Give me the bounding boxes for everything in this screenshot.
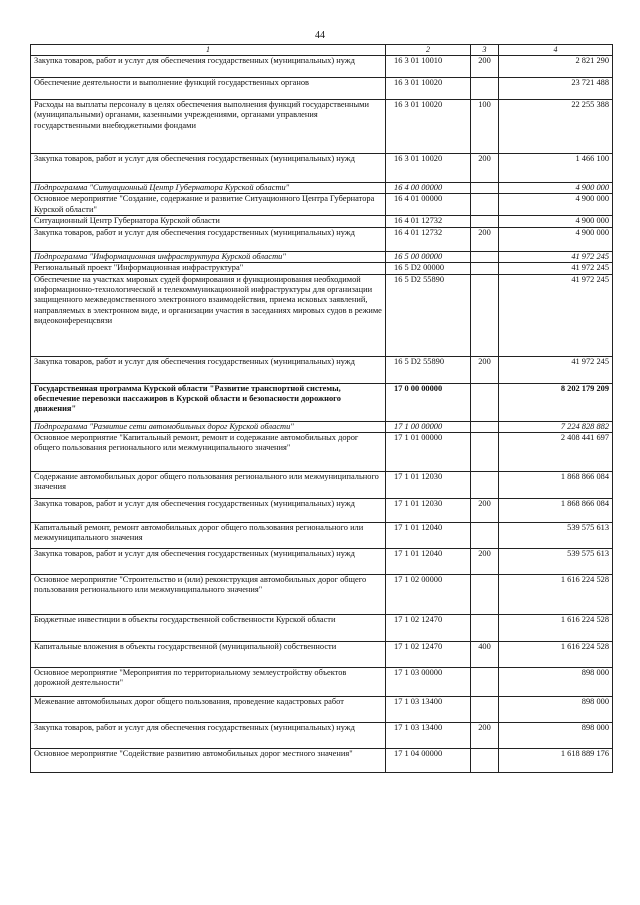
row-name-cell: Межевание автомобильных дорог общего пользования, проведение кадастровых работ xyxy=(31,697,386,723)
row-name-cell: Основное мероприятие "Создание, содержание и развитие Ситуационного Центра Губернатора Курской области" xyxy=(31,194,386,216)
row-name-cell: Основное мероприятие "Мероприятия по территориальному землеустройству объектов дорожной деятельности" xyxy=(31,668,386,697)
row-vr-cell xyxy=(471,749,499,773)
row-vr-cell xyxy=(471,421,499,432)
page-number: 44 xyxy=(315,30,325,41)
row-code-cell: 17 1 03 00000 xyxy=(386,668,471,697)
row-vr-cell: 200 xyxy=(471,549,499,575)
table-row xyxy=(31,154,613,183)
row-name-cell: Закупка товаров, работ и услуг для обеспечения государственных (муниципальных) нужд xyxy=(31,356,386,383)
row-name-cell: Бюджетные инвестиции в объекты государственной собственности Курской области xyxy=(31,615,386,642)
row-vr-cell: 200 xyxy=(471,499,499,523)
table-row xyxy=(31,356,613,383)
table-row xyxy=(31,216,613,227)
header-col-2: 2 xyxy=(386,45,471,56)
row-amount-cell: 1 466 100 xyxy=(499,154,613,183)
row-amount-cell: 1 618 889 176 xyxy=(499,749,613,773)
table-row xyxy=(31,421,613,432)
header-col-4: 4 xyxy=(499,45,613,56)
row-amount-cell: 41 972 245 xyxy=(499,274,613,356)
row-name-cell: Основное мероприятие "Строительство и (или) реконструкция автомобильных дорог общего пользования регионального или межмуниципального значения" xyxy=(31,575,386,615)
row-amount-cell: 2 821 290 xyxy=(499,56,613,78)
row-code-cell: 16 3 01 10010 xyxy=(386,56,471,78)
row-amount-cell: 898 000 xyxy=(499,697,613,723)
table-header-row xyxy=(31,45,613,56)
row-code-cell: 16 4 01 12732 xyxy=(386,216,471,227)
row-vr-cell xyxy=(471,523,499,549)
row-name-cell: Капитальные вложения в объекты государственной (муниципальной) собственности xyxy=(31,642,386,668)
row-code-cell: 16 3 01 10020 xyxy=(386,100,471,154)
row-amount-cell: 4 900 000 xyxy=(499,216,613,227)
row-code-cell: 17 1 01 00000 xyxy=(386,433,471,472)
table-row xyxy=(31,749,613,773)
row-code-cell: 17 1 02 12470 xyxy=(386,642,471,668)
row-code-cell: 17 1 04 00000 xyxy=(386,749,471,773)
table-row xyxy=(31,575,613,615)
row-vr-cell: 200 xyxy=(471,56,499,78)
table-row xyxy=(31,642,613,668)
table-row xyxy=(31,383,613,421)
row-name-cell: Подпрограмма "Информационная инфраструктура Курской области" xyxy=(31,251,386,262)
row-vr-cell xyxy=(471,575,499,615)
row-name-cell: Обеспечение на участках мировых судей формирования и функционирования необходимой информационно-технологической и телекоммуникационной инфраструктуры для организации защищенного межведомственного электронного взаимодействия, приема исковых заявлений, направляемых в электронном виде, и организации участия в заседаниях мировых судов в режиме видеоконференцсвязи xyxy=(31,274,386,356)
row-amount-cell: 41 972 245 xyxy=(499,251,613,262)
row-amount-cell: 22 255 388 xyxy=(499,100,613,154)
header-col-1: 1 xyxy=(31,45,386,56)
row-code-cell: 16 5 D2 55890 xyxy=(386,274,471,356)
budget-table xyxy=(30,44,613,773)
row-code-cell: 16 3 01 10020 xyxy=(386,154,471,183)
row-code-cell: 17 0 00 00000 xyxy=(386,383,471,421)
row-code-cell: 16 5 D2 00000 xyxy=(386,263,471,274)
row-name-cell: Обеспечение деятельности и выполнение функций государственных органов xyxy=(31,78,386,100)
row-name-cell: Закупка товаров, работ и услуг для обеспечения государственных (муниципальных) нужд xyxy=(31,154,386,183)
row-vr-cell: 200 xyxy=(471,723,499,749)
row-name-cell: Закупка товаров, работ и услуг для обеспечения государственных (муниципальных) нужд xyxy=(31,723,386,749)
row-amount-cell: 41 972 245 xyxy=(499,263,613,274)
row-code-cell: 17 1 01 12040 xyxy=(386,523,471,549)
table-row xyxy=(31,56,613,78)
row-amount-cell: 539 575 613 xyxy=(499,523,613,549)
row-amount-cell: 2 408 441 697 xyxy=(499,433,613,472)
row-amount-cell: 898 000 xyxy=(499,723,613,749)
row-vr-cell xyxy=(471,615,499,642)
row-name-cell: Закупка товаров, работ и услуг для обеспечения государственных (муниципальных) нужд xyxy=(31,549,386,575)
table-row xyxy=(31,615,613,642)
row-amount-cell: 1 868 866 084 xyxy=(499,499,613,523)
row-vr-cell xyxy=(471,251,499,262)
row-code-cell: 17 1 01 12030 xyxy=(386,472,471,499)
row-name-cell: Содержание автомобильных дорог общего пользования регионального или межмуниципального значения xyxy=(31,472,386,499)
row-code-cell: 16 5 00 00000 xyxy=(386,251,471,262)
row-name-cell: Капитальный ремонт, ремонт автомобильных дорог общего пользования регионального или межмуниципального значения xyxy=(31,523,386,549)
row-name-cell: Закупка товаров, работ и услуг для обеспечения государственных (муниципальных) нужд xyxy=(31,227,386,251)
table-row xyxy=(31,668,613,697)
row-name-cell: Закупка товаров, работ и услуг для обеспечения государственных (муниципальных) нужд xyxy=(31,56,386,78)
row-amount-cell: 1 868 866 084 xyxy=(499,472,613,499)
row-vr-cell xyxy=(471,216,499,227)
row-code-cell: 17 1 03 13400 xyxy=(386,723,471,749)
row-vr-cell xyxy=(471,433,499,472)
row-amount-cell: 4 900 000 xyxy=(499,183,613,194)
row-vr-cell: 400 xyxy=(471,642,499,668)
row-code-cell: 16 5 D2 55890 xyxy=(386,356,471,383)
table-row xyxy=(31,227,613,251)
row-vr-cell xyxy=(471,78,499,100)
table-row xyxy=(31,549,613,575)
table-row xyxy=(31,433,613,472)
row-code-cell: 16 3 01 10020 xyxy=(386,78,471,100)
row-vr-cell: 200 xyxy=(471,356,499,383)
row-vr-cell: 200 xyxy=(471,154,499,183)
row-name-cell: Подпрограмма "Развитие сети автомобильных дорог Курской области" xyxy=(31,421,386,432)
row-vr-cell xyxy=(471,668,499,697)
row-amount-cell: 7 224 828 882 xyxy=(499,421,613,432)
row-amount-cell: 23 721 488 xyxy=(499,78,613,100)
row-name-cell: Основное мероприятие "Капитальный ремонт, ремонт и содержание автомобильных дорог общего пользования регионального или межмуниципального значения" xyxy=(31,433,386,472)
row-code-cell: 17 1 01 12030 xyxy=(386,499,471,523)
row-name-cell: Ситуационный Центр Губернатора Курской области xyxy=(31,216,386,227)
row-amount-cell: 539 575 613 xyxy=(499,549,613,575)
row-amount-cell: 8 202 179 209 xyxy=(499,383,613,421)
row-vr-cell xyxy=(471,194,499,216)
table-row xyxy=(31,263,613,274)
table-row xyxy=(31,78,613,100)
row-code-cell: 17 1 02 00000 xyxy=(386,575,471,615)
row-amount-cell: 41 972 245 xyxy=(499,356,613,383)
table-row xyxy=(31,499,613,523)
row-name-cell: Закупка товаров, работ и услуг для обеспечения государственных (муниципальных) нужд xyxy=(31,499,386,523)
row-amount-cell: 4 900 000 xyxy=(499,227,613,251)
row-vr-cell: 100 xyxy=(471,100,499,154)
table-row xyxy=(31,183,613,194)
row-amount-cell: 898 000 xyxy=(499,668,613,697)
row-name-cell: Основное мероприятие "Содействие развитию автомобильных дорог местного значения" xyxy=(31,749,386,773)
row-vr-cell xyxy=(471,183,499,194)
table-row xyxy=(31,251,613,262)
row-name-cell: Расходы на выплаты персоналу в целях обеспечения выполнения функций государственными (муниципальными) органами, казенными учреждениями, органами управления государственными внебюджетными фондами xyxy=(31,100,386,154)
row-vr-cell: 200 xyxy=(471,227,499,251)
table-row xyxy=(31,274,613,356)
row-amount-cell: 1 616 224 528 xyxy=(499,575,613,615)
row-name-cell: Государственная программа Курской области "Развитие транспортной системы, обеспечение перевозки пассажиров в Курской области и безопасности дорожного движения" xyxy=(31,383,386,421)
row-code-cell: 17 1 00 00000 xyxy=(386,421,471,432)
row-amount-cell: 1 616 224 528 xyxy=(499,642,613,668)
table-row xyxy=(31,472,613,499)
row-vr-cell xyxy=(471,697,499,723)
table-row xyxy=(31,523,613,549)
table-row xyxy=(31,697,613,723)
row-code-cell: 16 4 01 12732 xyxy=(386,227,471,251)
table-row xyxy=(31,723,613,749)
row-code-cell: 17 1 02 12470 xyxy=(386,615,471,642)
row-name-cell: Региональный проект "Информационная инфраструктура" xyxy=(31,263,386,274)
row-vr-cell xyxy=(471,274,499,356)
row-amount-cell: 1 616 224 528 xyxy=(499,615,613,642)
row-code-cell: 16 4 00 00000 xyxy=(386,183,471,194)
row-amount-cell: 4 900 000 xyxy=(499,194,613,216)
row-code-cell: 17 1 01 12040 xyxy=(386,549,471,575)
row-code-cell: 16 4 01 00000 xyxy=(386,194,471,216)
row-code-cell: 17 1 03 13400 xyxy=(386,697,471,723)
row-vr-cell xyxy=(471,472,499,499)
header-col-3: 3 xyxy=(471,45,499,56)
table-row xyxy=(31,100,613,154)
row-vr-cell xyxy=(471,383,499,421)
row-name-cell: Подпрограмма "Ситуационный Центр Губернатора Курской области" xyxy=(31,183,386,194)
row-vr-cell xyxy=(471,263,499,274)
table-row xyxy=(31,194,613,216)
